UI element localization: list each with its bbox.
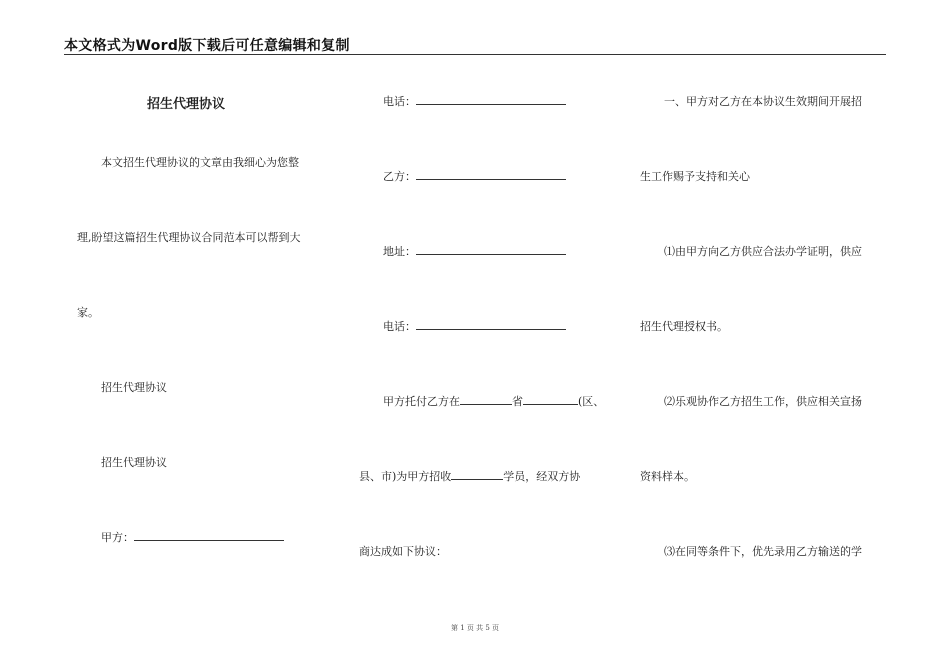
phone-blank-1 xyxy=(416,93,566,105)
province-blank xyxy=(460,393,512,405)
section-heading-b: 招生代理协议 xyxy=(101,456,167,469)
document-title: 招生代理协议 xyxy=(147,97,226,112)
section-heading-a: 招生代理协议 xyxy=(101,381,167,394)
entrust-line-1 xyxy=(383,393,604,409)
address-label: 地址： xyxy=(383,245,416,258)
entrust-text-2b: 学员，经双方协 xyxy=(503,470,581,483)
party-a-field xyxy=(101,529,284,545)
party-a-blank xyxy=(134,529,284,541)
item-2-line-b: 资料样本。 xyxy=(640,470,695,483)
address-blank xyxy=(416,243,566,255)
item-1-line-a: ⑴由甲方向乙方供应合法办学证明，供应 xyxy=(664,245,862,258)
item-1-line-b: 招生代理授权书。 xyxy=(640,320,728,333)
district-blank xyxy=(523,393,578,405)
intro-line-2: 理,盼望这篇招生代理协议合同范本可以帮到大 xyxy=(77,231,301,244)
page-footer: 第 1 页 共 5 页 xyxy=(450,624,500,632)
document-header xyxy=(64,34,886,55)
party-a-label: 甲方： xyxy=(101,531,134,544)
phone-label-1: 电话： xyxy=(383,95,416,108)
entrust-line-3: 商达成如下协议： xyxy=(359,545,447,558)
entrust-text-1: 甲方托付乙方在 xyxy=(383,395,460,408)
address-field xyxy=(383,243,566,259)
phone-field-1 xyxy=(383,93,566,109)
entrust-text-2a: 县、市)为甲方招收 xyxy=(359,470,452,483)
phone-field-2 xyxy=(383,318,566,334)
party-b-label: 乙方： xyxy=(383,170,416,183)
header-text: 本文格式为Word版下载后可任意编辑和复制 xyxy=(64,38,350,54)
party-b-blank xyxy=(416,168,566,180)
phone-label-2: 电话： xyxy=(383,320,416,333)
intro-line-3: 家。 xyxy=(77,306,99,319)
entrust-province: 省 xyxy=(512,395,523,408)
intro-line-1: 本文招生代理协议的文章由我细心为您整 xyxy=(101,156,299,169)
party-b-field xyxy=(383,168,566,184)
entrust-line-2 xyxy=(359,468,580,484)
phone-blank-2 xyxy=(416,318,566,330)
clause-1-line-a: 一、甲方对乙方在本协议生效期间开展招 xyxy=(664,95,862,108)
item-3-line-a: ⑶在同等条件下，优先录用乙方输送的学 xyxy=(664,545,862,558)
student-count-blank xyxy=(451,468,503,480)
item-2-line-a: ⑵乐观协作乙方招生工作，供应相关宣扬 xyxy=(664,395,862,408)
clause-1-line-b: 生工作赐予支持和关心 xyxy=(640,170,750,183)
entrust-district: (区、 xyxy=(578,395,605,408)
